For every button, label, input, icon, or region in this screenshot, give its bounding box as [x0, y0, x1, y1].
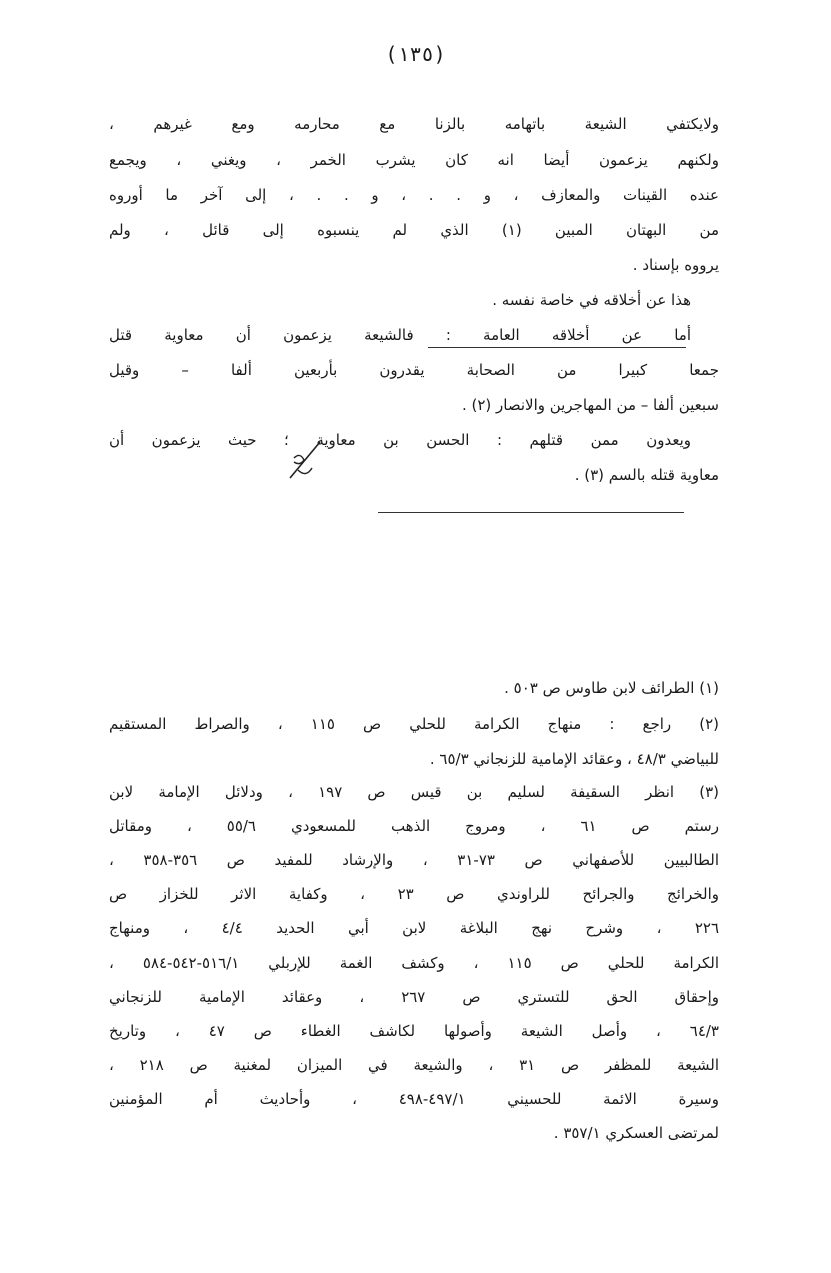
body-line-11: معاوية قتله بالسم (٣) .: [574, 466, 719, 484]
body-line-3: عنده القينات والمعازف ، و . . ، و . . ، إلى آخر ما أوروه: [109, 186, 719, 204]
footnote-line-12: الشيعة للمظفر ص ٣١ ، والشيعة في الميزان لمغنية ص ٢١٨ ،: [109, 1056, 719, 1074]
footnote-line-3: للبياضي ٤٨/٣ ، وعقائد الإمامية للزنجاني ٦٥/٣ .: [429, 750, 719, 768]
footnote-line-6: الطالبيين للأصفهاني ص ٧٣-٣١ ، والإرشاد للمفيد ص ٣٥٦-٣٥٨ ،: [109, 851, 719, 869]
body-line-6: هذا عن أخلاقه في خاصة نفسه .: [492, 291, 691, 309]
footnote-separator: [378, 512, 684, 513]
footnote-line-14: لمرتضى العسكري ٣٥٧/١ .: [553, 1124, 719, 1142]
body-line-4: من البهتان المبين (١) الذي لم ينسبوه إلى قائل ، ولم: [109, 221, 720, 239]
page-number: (١٣٥): [385, 42, 446, 66]
footnote-line-4: (٣) انظر السقيفة لسليم بن قيس ص ١٩٧ ، ودلائل الإمامة لابن: [109, 783, 719, 801]
footnote-line-8: ٢٢٦ ، وشرح نهج البلاغة لابن أبي الحديد ٤/٤ ، ومنهاج: [109, 919, 719, 937]
body-line-7: أما عن أخلاقه العامة : فالشيعة يزعمون أن معاوية قتل: [109, 326, 691, 344]
body-line-1: ولايكتفي الشيعة باتهامه بالزنا مع محارمه ومع غيرهم ،: [109, 115, 719, 133]
footnote-line-9: الكرامة للحلي ص ١١٥ ، وكشف الغمة للإربلي ٥١٦/١-٥٤٢-٥٨٤ ،: [109, 954, 720, 972]
body-line-8: جمعا كبيرا من الصحابة يقدرون بأربعين ألفا – وقيل: [109, 361, 719, 379]
footnote-line-13: وسيرة الائمة للحسيني ٤٩٧/١-٤٩٨ ، وأحاديث أم المؤمنين: [109, 1090, 719, 1108]
footnote-line-5: رستم ص ٦١ ، ومروج الذهب للمسعودي ٥٥/٦ ، ومقاتل: [109, 817, 719, 835]
body-line-2: ولكنهم يزعمون أيضا انه كان يشرب الخمر ، ويغني ، ويجمع: [109, 151, 719, 169]
heading-underline: [428, 347, 686, 348]
footnote-line-2: (٢) راجع : منهاج الكرامة للحلي ص ١١٥ ، والصراط المستقيم: [109, 715, 719, 733]
body-line-10: ويعدون ممن قتلهم : الحسن بن معاوية ؛ حيث يزعمون أن: [109, 431, 691, 449]
footnote-line-10: وإحقاق الحق للتستري ص ٢٦٧ ، وعقائد الإمامية للزنجاني: [109, 988, 719, 1006]
footnote-line-1: (١) الطرائف لابن طاوس ص ٥٠٣ .: [504, 679, 719, 697]
footnote-line-11: ٦٤/٣ ، وأصل الشيعة وأصولها لكاشف الغطاء ص ٤٧ ، وتاريخ: [109, 1022, 719, 1040]
body-line-5: يرووه بإسناد .: [632, 256, 719, 274]
footnote-line-7: والخرائج والجرائح للراوندي ص ٢٣ ، وكفاية الاثر للخزاز ص: [109, 885, 720, 903]
body-line-9: سبعين ألفا – من المهاجرين والانصار (٢) .: [461, 396, 719, 414]
